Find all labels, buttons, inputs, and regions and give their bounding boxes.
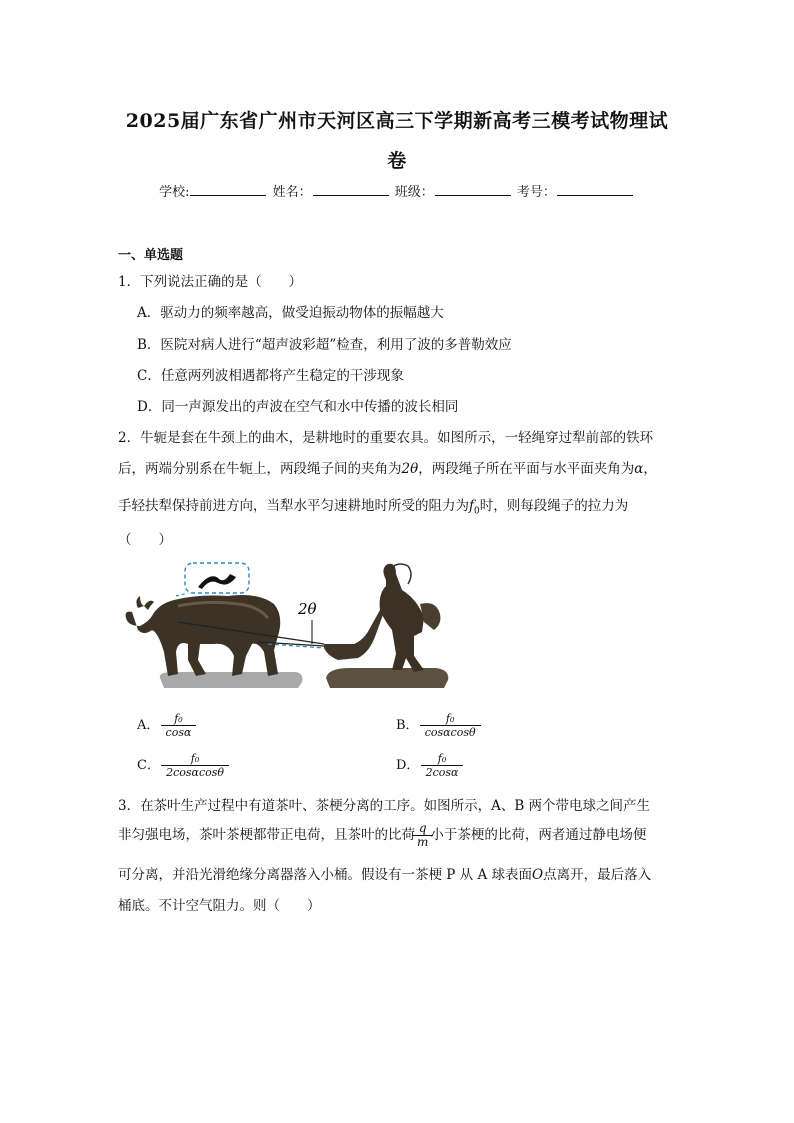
q2-line3 <box>118 494 628 517</box>
plough-base <box>326 668 448 688</box>
q3-line1: 3．在茶叶生产过程中有道茶叶、茶梗分离的工序。如图所示，A、B 两个带电球之间产生 <box>118 798 651 814</box>
q1-option-d: D．同一声源发出的声波在空气和水中传播的波长相同 <box>137 399 459 415</box>
yoke-shape <box>198 574 236 589</box>
q2-option-b <box>396 712 478 739</box>
q3-mass-m: m <box>417 835 429 849</box>
q2-option-d <box>396 752 460 779</box>
q2-line3-text-a: 手轻扶犁保持前进方向，当犁水平匀速耕地时所受的阻力为 <box>118 498 469 514</box>
q2-option-c-numerator: f₀ <box>161 752 229 766</box>
ox-plough-figure <box>118 560 458 692</box>
q1-option-b: B．医院对病人进行“超声波彩超”检查，利用了波的多普勒效应 <box>137 337 512 353</box>
q3-point-o: O <box>532 867 544 883</box>
q2-option-a-numerator: f₀ <box>161 712 197 726</box>
q2-option-c-denominator: 2cosαcosθ <box>166 766 224 779</box>
q2-option-d-label: D． <box>396 758 420 773</box>
plough <box>324 610 384 660</box>
school-blank <box>190 184 266 196</box>
name-blank <box>313 184 389 196</box>
q3-line2 <box>118 822 646 849</box>
q2-option-b-numerator: f₀ <box>420 712 481 726</box>
q1-option-a: A．驱动力的频率越高，做受迫振动物体的振幅越大 <box>137 305 444 321</box>
class-blank <box>435 184 511 196</box>
q1-stem: 1．下列说法正确的是（ ） <box>118 274 303 290</box>
q3-charge-q: q <box>412 822 433 836</box>
q3-line2-text-a: 非匀强电场，茶叶茶梗都带正电荷，且茶叶的比荷 <box>118 827 415 843</box>
q3-line3-text-b: 点离开，最后落入 <box>543 867 652 883</box>
q2-line3-text-b: 时，则每段绳子的拉力为 <box>479 498 629 514</box>
q2-option-d-numerator: f₀ <box>421 752 464 766</box>
student-info <box>0 181 794 200</box>
q2-symbol-f: f <box>469 498 474 514</box>
q2-option-b-denominator: cosαcosθ <box>424 726 476 739</box>
q2-line4: （ ） <box>118 532 172 548</box>
school-label: 学校: <box>159 185 190 200</box>
q3-line3 <box>118 863 651 883</box>
q2-option-a <box>137 712 193 739</box>
q2-symbol-f-sub: 0 <box>474 506 480 517</box>
q3-line2-text-b: 小于茶梗的比荷，两者通过静电场便 <box>430 827 647 843</box>
q3-line3-text-a: 可分离，并沿光滑绝缘分离器落入小桶。假设有一茶梗 P 从 A 球表面 <box>118 867 532 883</box>
class-label: 班级： <box>394 185 434 200</box>
q2-angle-2theta: 2θ <box>401 461 419 477</box>
q2-angle-alpha: α <box>634 461 644 477</box>
q2-option-b-label: B． <box>396 718 419 733</box>
ox-base <box>160 672 303 688</box>
q2-option-a-denominator: cosα <box>165 726 192 739</box>
name-label: 姓名： <box>272 185 312 200</box>
section-heading: 一、单选题 <box>118 248 184 263</box>
q2-option-c <box>137 752 226 779</box>
q2-option-c-label: C． <box>137 758 160 773</box>
q2-line2 <box>118 457 657 477</box>
exam-title-line1: 2025届广东省广州市天河区高三下学期新高考三模考试物理试 <box>125 110 669 132</box>
number-blank <box>557 184 633 196</box>
q1-option-c: C．任意两列波相遇都将产生稳定的干涉现象 <box>137 368 404 384</box>
q3-line4: 桶底。不计空气阻力。则（ ） <box>118 898 321 914</box>
q2-line2-text-a: 后，两端分别系在牛轭上，两段绳子间的夹角为 <box>118 461 402 477</box>
q2-option-a-label: A． <box>137 718 160 733</box>
exam-title-line2: 卷 <box>387 150 407 172</box>
q2-option-d-denominator: 2cosα <box>425 766 459 779</box>
q2-line2-text-b: ，两段绳子所在平面与水平面夹角为 <box>418 461 635 477</box>
q2-line2-text-c: ， <box>643 461 657 477</box>
angle-label-2theta: 2θ <box>298 600 317 618</box>
q2-line1: 2．牛轭是套在牛颈上的曲木，是耕地时的重要农具。如图所示，一轻绳穿过犁前部的铁环 <box>118 430 654 446</box>
farmer-figure <box>380 564 424 672</box>
number-label: 考号： <box>516 185 556 200</box>
